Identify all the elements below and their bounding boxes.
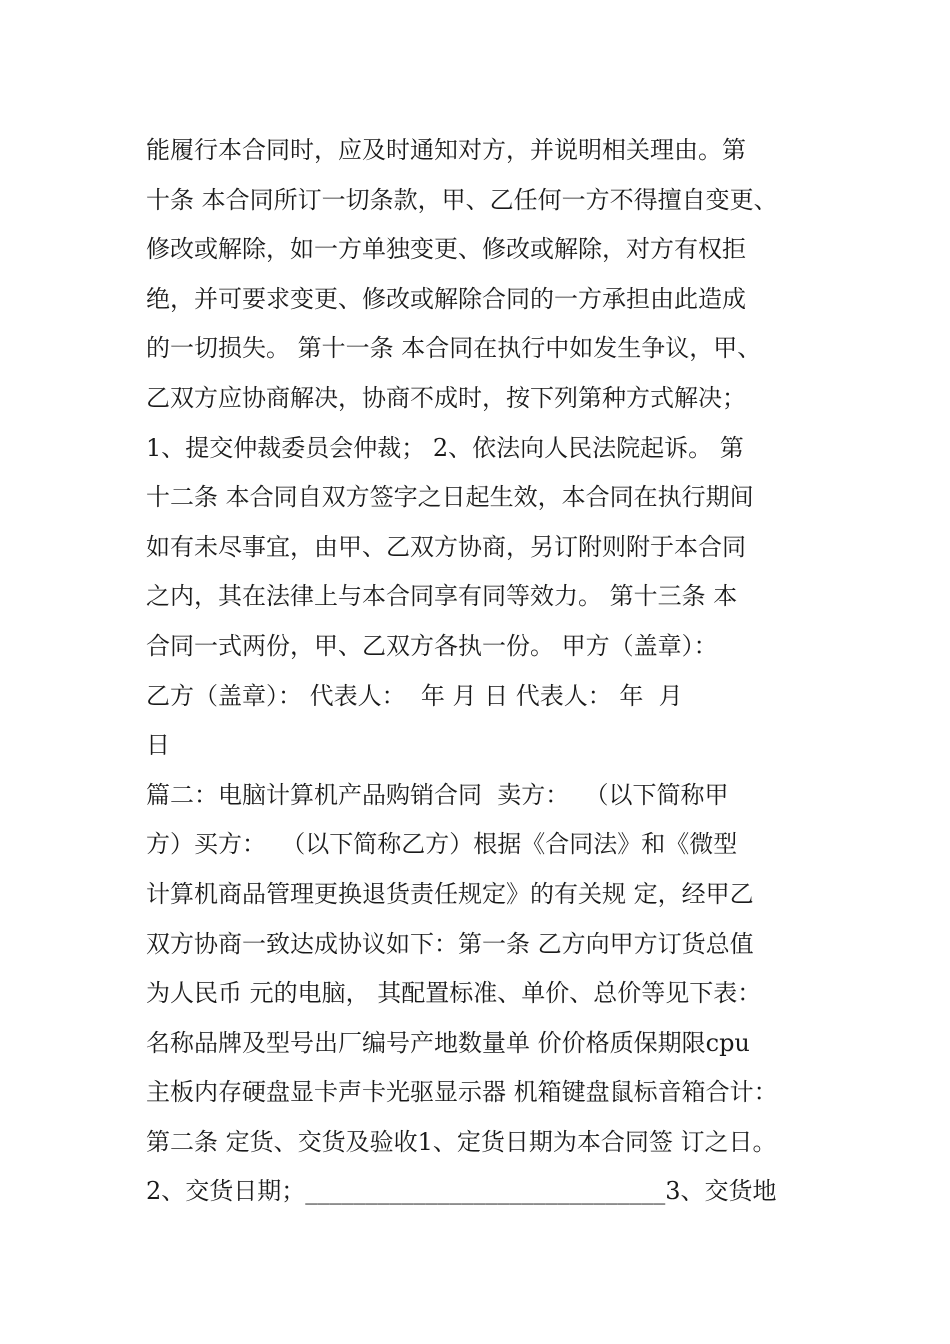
text-line: 名称品牌及型号出厂编号产地数量单 价价格质保期限cpu	[146, 1028, 750, 1057]
text-line: 的一切损失。 第十一条 本合同在执行中如发生争议，甲、	[146, 334, 762, 363]
text-line: 如有未尽事宜，由甲、乙双方协商，另订附则附于本合同	[146, 532, 746, 561]
text-line: 方）买方： （以下简称乙方）根据《合同法》和《微型	[146, 830, 738, 859]
text-line: 能履行本合同时，应及时通知对方，并说明相关理由。第	[146, 136, 746, 164]
text-line: 十条 本合同所订一切条款，甲、乙任何一方不得擅自变更、	[146, 185, 778, 214]
contract-text	[146, 126, 826, 1217]
text-line: 第二条 定货、交货及验收1、定货日期为本合同签 订之日。	[146, 1127, 777, 1156]
text-line: 之内，其在法律上与本合同享有同等效力。 第十三条 本	[146, 582, 738, 611]
text-line: 绝，并可要求变更、修改或解除合同的一方承担由此造成	[146, 284, 746, 313]
text-line: 合同一式两份，甲、乙双方各执一份。 甲方（盖章）：	[146, 631, 718, 660]
text-line: 双方协商一致达成协议如下：第一条 乙方向甲方订货总值	[146, 929, 754, 958]
text-line: 十二条 本合同自双方签字之日起生效，本合同在执行期间	[146, 483, 754, 512]
text-line: 2、交货日期；______________________________3、交货地	[146, 1177, 777, 1206]
text-line: 计算机商品管理更换退货责任规定》的有关规 定，经甲乙	[146, 879, 754, 908]
text-line: 主板内存硬盘显卡声卡光驱显示器 机箱键盘鼠标音箱合计：	[146, 1078, 778, 1107]
section-heading-line: 篇二：电脑计算机产品购销合同 卖方： （以下简称甲	[146, 780, 729, 809]
text-line: 乙方（盖章）： 代表人： 年 月 日 代表人： 年 月	[146, 681, 683, 710]
text-line: 1、提交仲裁委员会仲裁； 2、依法向人民法院起诉。 第	[146, 433, 744, 462]
text-line: 日	[146, 731, 170, 760]
text-line: 修改或解除，如一方单独变更、修改或解除，对方有权拒	[146, 235, 746, 264]
text-line: 乙双方应协商解决，协商不成时，按下列第种方式解决；	[146, 383, 746, 412]
text-line: 为人民币 元的电脑， 其配置标准、单价、总价等见下表：	[146, 979, 762, 1008]
